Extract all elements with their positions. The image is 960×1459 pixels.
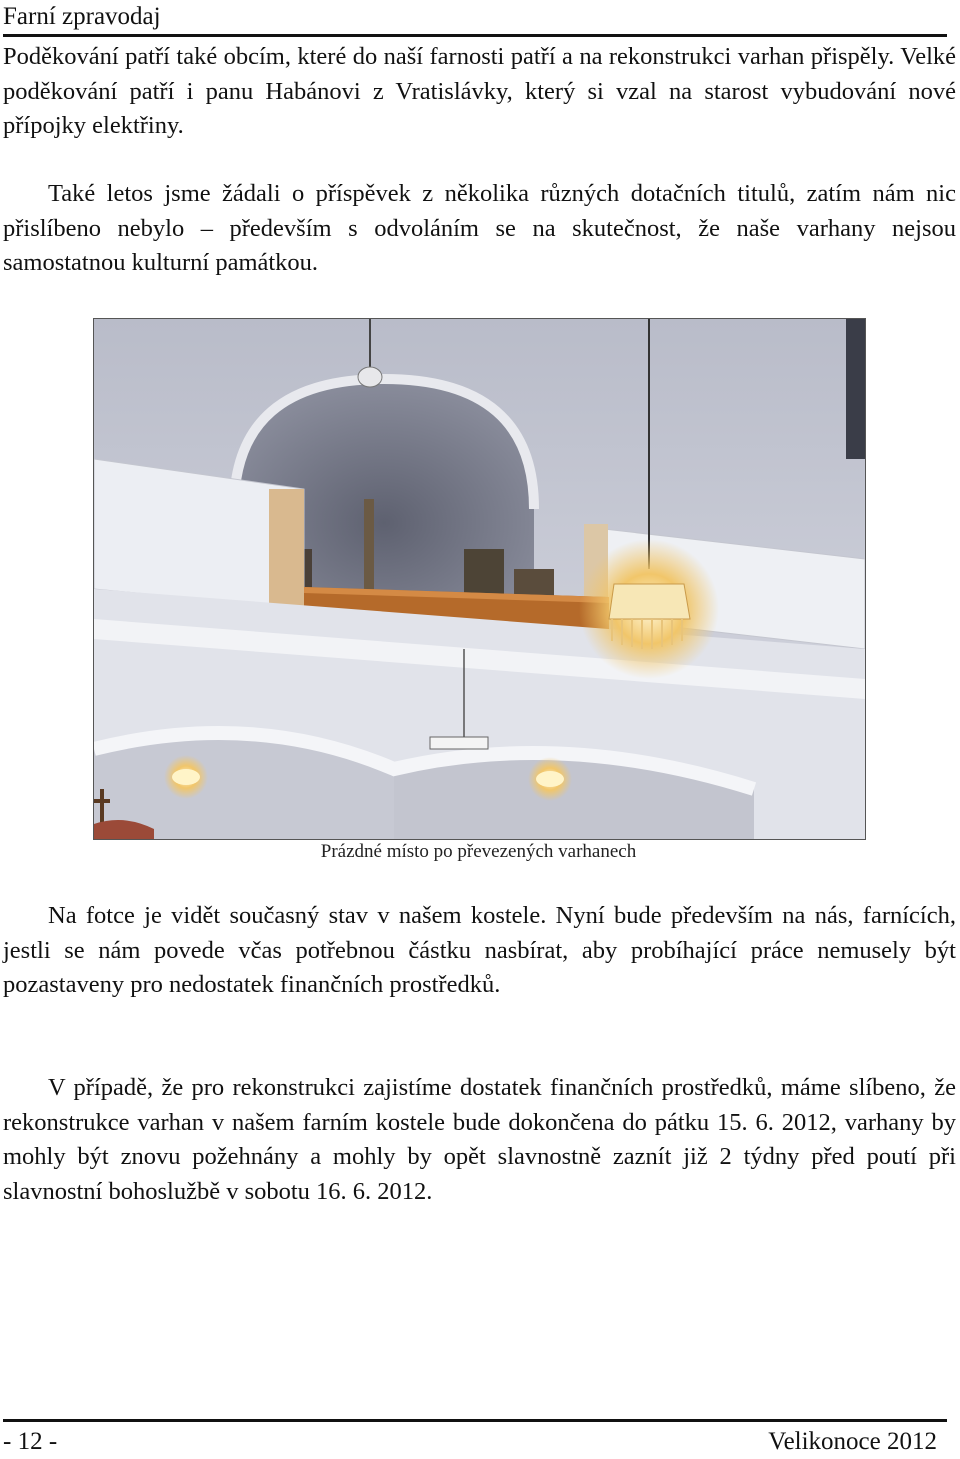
footer-rule <box>3 1419 947 1422</box>
paragraph-current-state: Na fotce je vidět současný stav v našem kostele. Nyní bude především na nás, farnících, jestli se nám povede včas potřebnou částku nasbírat, aby probíhající práce nemusely být pozastaveny pro nedostatek finančních prostředků. <box>3 902 956 998</box>
photo-caption: Prázdné místo po převezených varhanech <box>320 841 637 862</box>
paragraph-completion-plan: V případě, že pro rekonstrukci zajistíme dostatek finančních prostředků, máme slíbeno, že rekonstrukce varhan v našem farním kostele bude dokončena do pátku 15. 6. 2012, varhany by mohly být znovu požehnány a mohly by opět slavnostně zaznít již 2 týdny před poutí při slavnostní bohoslužbě v sobotu 16. 6. 2012. <box>3 1074 956 1205</box>
paragraph-subsidies: Také letos jsme žádali o příspěvek z několika různých dotačních titulů, zatím nám nic přislíbeno nebylo – především s odvoláním se na skutečnost, že naše varhany nejsou samostatnou kulturní památkou. <box>3 180 956 276</box>
newsletter-title: Farní zpravodaj <box>3 3 161 30</box>
paragraph-thanks: Poděkování patří také obcím, které do naší farnosti patří a na rekonstrukci varhan přispěly. Velké poděkování patří i panu Habánovi z Vratislávky, který si vzal na starost vybudování nové přípojky elektřiny. <box>3 43 956 139</box>
church-gallery-photo <box>93 318 866 840</box>
page-number: - 12 - <box>3 1428 58 1455</box>
issue-label: Velikonoce 2012 <box>768 1428 937 1455</box>
header-rule <box>3 34 947 37</box>
